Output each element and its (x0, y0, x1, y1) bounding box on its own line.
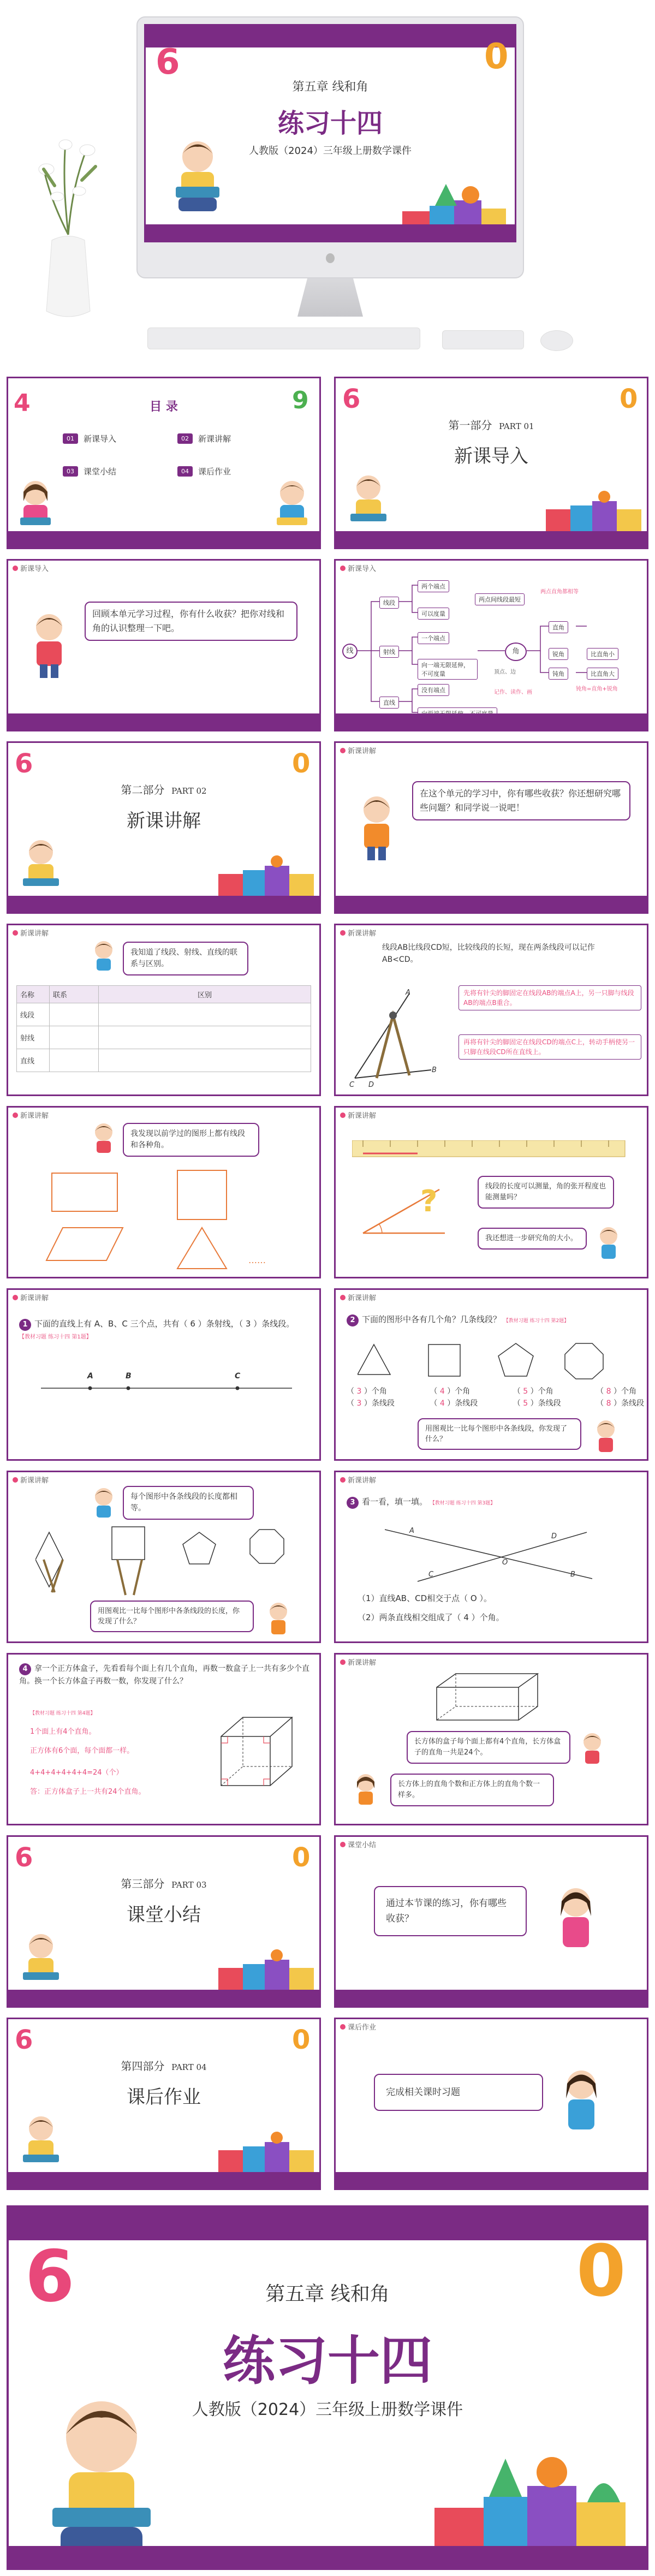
homework-bubble: 完成相关课时习题 (374, 2074, 543, 2111)
ex4-badge: 4 (19, 1663, 31, 1675)
bullet-icon (13, 1113, 18, 1118)
measure-bubble-1: 线段的长度可以测量，角的张开程度也能测量吗？ (478, 1176, 614, 1209)
slide-part-03 (7, 1835, 321, 2008)
cover-chapter: 第五章 线和角 (292, 80, 368, 94)
ex2b-bubble-2: 用图观比一比每个图形中各条线段的长度，你发现了什么？ (90, 1601, 254, 1632)
mm-straight-line: 直线 (379, 697, 399, 709)
mm-seg-a: 两个端点 (418, 580, 449, 592)
ex4-question (19, 1663, 314, 1687)
slide-bottom-band (336, 531, 647, 548)
ex2-answer-3: （ 5 ）个角 （ 5 ）条线段 (513, 1387, 561, 1408)
reading-kid (16, 2112, 66, 2174)
slide-part-04 (7, 2018, 321, 2190)
reading-kid-large (31, 2388, 172, 2565)
nine-deco: 9 (292, 386, 309, 414)
breadcrumb: 新课讲解 (340, 1474, 376, 1485)
compass-label-b: B (432, 1066, 437, 1074)
shapes-bubble: 我发现以前学过的图形上都有线段和各种角。 (123, 1123, 259, 1157)
reading-kid (16, 836, 66, 898)
kid-pointing (352, 792, 401, 865)
slide-summary (334, 1835, 648, 2008)
ex2-question (347, 1313, 641, 1328)
ex3-label-c: C (428, 1570, 434, 1579)
ex2-badge: 2 (347, 1314, 359, 1326)
slide-bottom-band (8, 1990, 319, 2006)
slide-shapes (7, 1106, 321, 1278)
ex2-answer-1: （ 3 ）个角 （ 3 ）条线段 (347, 1387, 395, 1408)
ex2-text: 下面的图形中各有几个角？几条线段？ (362, 1314, 502, 1324)
zero-deco: 0 (292, 2025, 311, 2055)
monitor (136, 16, 524, 278)
slide-intro-review (7, 559, 321, 731)
toc-label-4: 课后作业 (198, 467, 231, 477)
mm-angle-parts: 顶点、边 (494, 669, 516, 675)
breadcrumb: 课后作业 (340, 2021, 376, 2032)
ex1-label-b: B (126, 1372, 132, 1381)
six-deco: 6 (342, 384, 361, 414)
reading-boy-right (270, 477, 314, 536)
six-deco-large: 6 (25, 2235, 75, 2318)
breadcrumb: 新课讲解 (340, 1657, 376, 1667)
box-bubble-2: 长方体上的直角个数和正方体上的直角个数一样多。 (390, 1774, 554, 1806)
toc-item-2[interactable] (177, 433, 231, 444)
ex4-a4: 答：正方体盒子上一共有24个直角。 (30, 1788, 146, 1796)
slide-ex1 (7, 1288, 321, 1461)
compass-label-a: A (406, 989, 410, 997)
compass-text: 线段AB比线段CD短，比较线段的长短，现在两条线段可以记作AB<CD。 (382, 943, 595, 964)
teacher-girl (549, 1883, 603, 1956)
toy-blocks (216, 2131, 319, 2177)
zero-deco: 0 (620, 384, 638, 414)
teacher-girl (554, 2066, 609, 2139)
mockup-area (0, 0, 655, 371)
part-title: 新课导入 (454, 445, 528, 467)
breadcrumb: 新课讲解 (13, 1292, 49, 1302)
toc-num-1: 01 (63, 433, 78, 444)
compass-label-c: C (349, 1081, 355, 1089)
slide-lesson-intro (334, 741, 648, 914)
toc-label-2: 新课讲解 (198, 434, 231, 444)
flower-vase (33, 126, 104, 322)
row-ray: 射线 (17, 1026, 50, 1049)
intro-bubble: 回顾本单元学习过程，你有什么收获？把你对线和角的认识整理一下吧。 (85, 602, 297, 641)
part-title: 新课讲解 (127, 810, 201, 832)
compass-note-1: 先将有针尖的脚固定在线段AB的端点A上，另一只脚与线段AB的端点B重合。 (458, 985, 641, 1010)
ex1-label-c: C (235, 1372, 241, 1381)
part-label: 第四部分 PART 04 (121, 2060, 207, 2073)
compass-note-2: 再将有针尖的脚固定在线段CD的端点C上，转动手柄使另一只脚在线段CD所在直线上。 (458, 1034, 641, 1060)
compare-table (16, 985, 311, 1072)
cuboid-drawing (434, 1671, 543, 1726)
question-mark-icon: ? (420, 1184, 438, 1218)
mm-angle: 角 (505, 642, 527, 661)
lesson-bubble: 在这个单元的学习中，你有哪些收获？你还想研究哪些问题？和同学说一说吧！ (412, 781, 630, 820)
ex1-text: 下面的直线上有 A、B、C 三个点，共有（ 6 ）条射线，（ 3 ）条线段。 (34, 1319, 295, 1329)
part-label: 第三部分 PART 03 (121, 1877, 207, 1890)
shapes-dots: …… (248, 1255, 266, 1265)
bullet-icon (13, 566, 18, 571)
ex2-answer-2: （ 4 ）个角 （ 4 ）条线段 (430, 1387, 478, 1408)
monitor-screen (144, 24, 516, 242)
slide-part-02 (7, 741, 321, 914)
kid-icon (592, 1418, 620, 1459)
toc-item-3[interactable] (63, 466, 116, 477)
ex1-label-a: A (87, 1372, 93, 1381)
reading-kid (168, 135, 228, 219)
slide-homework (334, 2018, 648, 2190)
toc-label-1: 新课导入 (84, 434, 117, 444)
six-deco: 6 (15, 2025, 33, 2055)
bullet-icon (13, 1477, 18, 1483)
slide-bottom-band (336, 1990, 647, 2006)
ex3-q1: （1）直线AB、CD相交于点（ O ）。 (358, 1593, 492, 1603)
mouse (540, 330, 573, 351)
summary-bubble: 通过本节课的练习，你有哪些收获？ (374, 1886, 527, 1936)
ex2-answer-4: （ 8 ）个角 （ 8 ）条线段 (596, 1387, 644, 1408)
part-label: 第二部分 PART 02 (121, 783, 207, 796)
ex4-a1: 1个面上有4个直角。 (30, 1728, 96, 1736)
ex3-label-a: A (409, 1527, 414, 1535)
six-deco: 6 (15, 748, 33, 779)
slide-box (334, 1653, 648, 1825)
trackpad (442, 330, 524, 349)
mm-seg-c: 两点间线段最短 (475, 593, 525, 605)
ex1-line (41, 1372, 292, 1405)
bullet-icon (13, 1295, 18, 1300)
reading-kid (16, 1930, 66, 1992)
kid-icon (595, 1225, 622, 1265)
compass-label-d: D (368, 1081, 374, 1089)
ex2b-bubble: 每个图形中各条线段的长度都相等。 (123, 1486, 254, 1520)
bullet-icon (340, 1295, 346, 1300)
slide-mindmap (334, 559, 648, 731)
bullet-icon (340, 1113, 346, 1118)
six-deco: 6 (156, 42, 180, 82)
reading-kid (344, 471, 393, 533)
toc-title: 目 录 (150, 400, 178, 414)
th-name: 名称 (17, 986, 50, 1003)
kid-icon (579, 1731, 606, 1769)
breadcrumb: 新课讲解 (13, 927, 49, 938)
final-chapter: 第五章 线和角 (265, 2283, 390, 2305)
breadcrumb: 新课导入 (13, 563, 49, 573)
toc-num-2: 02 (177, 433, 193, 444)
ex4-text: 拿一个正方体盒子，先看看每个面上有几个直角，再数一数盒子上一共有多少个直角。换一个长方体盒子再数一数，你发现了什么？ (19, 1664, 309, 1686)
slide-ex4 (7, 1653, 321, 1825)
slide-part-01 (334, 377, 648, 549)
keyboard (147, 328, 420, 349)
final-top-band (9, 2208, 646, 2240)
toc-num-3: 03 (63, 466, 78, 477)
row-segment: 线段 (17, 1003, 50, 1026)
kid-thinking (90, 1486, 117, 1521)
mm-seg-d: 两点直角都相等 (540, 589, 579, 595)
kid-thinking (90, 939, 117, 974)
mm-angle-sum: 钝角=直角+锐角 (576, 686, 618, 692)
zero-deco: 0 (484, 37, 509, 77)
mm-line-segment: 线段 (379, 597, 399, 609)
ex3-text: 看一看，填一填。 (362, 1497, 428, 1507)
cover-title: 练习十四 (277, 108, 383, 139)
kid-icon-2 (352, 1772, 379, 1810)
slide-bottom-band (336, 713, 647, 730)
breadcrumb: 新课讲解 (13, 1474, 49, 1485)
breadcrumb: 新课讲解 (340, 1292, 376, 1302)
kid-thinking (90, 1121, 117, 1156)
ex4-a3: 4+4+4+4+4+4=24（个） (30, 1769, 123, 1777)
final-title: 练习十四 (223, 2330, 432, 2391)
bullet-icon (340, 930, 346, 936)
zero-deco: 0 (292, 1842, 311, 1873)
ex2-shapes (358, 1342, 630, 1380)
bullet-icon (340, 2024, 346, 2030)
slide-bottom-band (8, 531, 319, 548)
breadcrumb: 新课讲解 (340, 927, 376, 938)
mm-angle-acute: 锐角 (549, 648, 568, 660)
toy-blocks (216, 1949, 319, 1995)
ex3-question (347, 1495, 641, 1510)
ex2-tag: 【教材习题 练习十四 第2题】 (503, 1318, 569, 1324)
mm-angle-lt: 比直角小 (587, 648, 618, 660)
ex2-answers (347, 1385, 644, 1409)
breadcrumb: 课堂小结 (340, 1839, 376, 1849)
box-bubble-1: 长方体的盒子每个面上都有4个直角，长方体盒子的直角一共是24个。 (407, 1731, 570, 1764)
ex1-question (19, 1317, 314, 1344)
part-title: 课后作业 (127, 2086, 201, 2108)
slide-measure (334, 1106, 648, 1278)
final-subtitle: 人教版（2024）三年级上册数学课件 (192, 2400, 463, 2419)
slide-toc (7, 377, 321, 549)
mm-seg-b: 可以度量 (418, 608, 449, 620)
toy-blocks (216, 855, 319, 901)
bullet-icon (340, 1659, 346, 1665)
slide-bottom-band (8, 896, 319, 912)
ex3-badge: 3 (347, 1497, 359, 1509)
cover-subtitle: 人教版（2024）三年级上册数学课件 (249, 145, 412, 157)
row-line: 直线 (17, 1049, 50, 1072)
slide-compass (334, 924, 648, 1096)
ex3-tag: 【教材习题 练习十四 第3题】 (430, 1501, 496, 1506)
four-deco: 4 (14, 389, 31, 417)
compass-diagram (344, 983, 437, 1086)
mindmap-root: 线 (342, 644, 358, 659)
ex3-label-d: D (551, 1532, 557, 1540)
mm-angle-gt: 比直角大 (587, 668, 618, 680)
mm-angle-right: 直角 (549, 621, 568, 633)
bullet-icon (340, 1842, 346, 1847)
breadcrumb: 新课讲解 (340, 745, 376, 755)
mm-angle-obtuse: 钝角 (549, 668, 568, 680)
breadcrumb: 新课导入 (340, 563, 376, 573)
toc-num-4: 04 (177, 466, 193, 477)
ex1-badge: 1 (19, 1319, 31, 1331)
slide-compare-table (7, 924, 321, 1096)
measure-bubble-2: 我还想进一步研究角的大小。 (478, 1228, 587, 1250)
screen-bottom-band (146, 224, 515, 241)
part-label: 第一部分 PART 01 (448, 419, 534, 432)
backpack-kid (25, 610, 74, 683)
bullet-icon (340, 748, 346, 753)
ex1-tag: 【教材习题 练习十四 第1题】 (19, 1334, 92, 1340)
slide-bottom-band (336, 2172, 647, 2188)
mm-ray: 射线 (379, 646, 399, 658)
slide-ex3 (334, 1471, 648, 1643)
part-title: 课堂小结 (127, 1904, 201, 1926)
ex3-label-o: O (502, 1558, 508, 1567)
cube-drawing (216, 1715, 297, 1796)
ruler-drawing (352, 1140, 630, 1162)
slide-bottom-band (8, 713, 319, 730)
mm-line-a: 没有端点 (418, 684, 449, 696)
mm-angle-unit: 记作、读作、画 (494, 689, 532, 695)
slide-ex2 (334, 1288, 648, 1461)
compass-shapes (35, 1521, 297, 1598)
mm-ray-a: 一个端点 (418, 632, 449, 644)
bullet-icon (340, 1477, 346, 1483)
ex3-q2: （2）两条直线相交组成了（ 4 ）个角。 (358, 1613, 504, 1622)
monitor-stand (297, 278, 363, 317)
final-cover (7, 2205, 648, 2570)
breadcrumb: 新课讲解 (13, 1110, 49, 1120)
zero-deco-large: 0 (576, 2229, 626, 2312)
toc-item-4[interactable] (177, 466, 231, 477)
ex2-bubble: 用图观比一比每个图形中各条线段，你发现了什么？ (418, 1418, 581, 1450)
th-relation: 联系 (50, 986, 99, 1003)
slide-ex2-compass (7, 1471, 321, 1643)
ex3-label-b: B (570, 1570, 575, 1579)
toc-label-3: 课堂小结 (84, 467, 117, 477)
slide-bottom-band (8, 2172, 319, 2188)
breadcrumb: 新课讲解 (340, 1110, 376, 1120)
compare-bubble: 我知道了线段、射线、直线的联系与区别。 (123, 942, 248, 975)
ex4-tag: 【教材习题 练习十四 第4题】 (30, 1711, 96, 1716)
mm-ray-b: 向一端无限延伸，不可度量 (418, 659, 478, 680)
toc-item-1[interactable] (63, 433, 116, 444)
kid-icon (265, 1601, 292, 1641)
th-diff: 区别 (99, 986, 311, 1003)
final-bottom-band (9, 2546, 646, 2568)
ex4-a2: 正方体有6个面，每个面都一样。 (30, 1747, 134, 1755)
bullet-icon (13, 930, 18, 936)
slide-bottom-band (336, 896, 647, 912)
zero-deco: 0 (292, 748, 311, 779)
toy-blocks (543, 490, 647, 536)
six-deco: 6 (15, 1842, 33, 1873)
reading-girl (14, 477, 57, 536)
screen-top-band (146, 26, 515, 47)
apple-logo-icon (326, 253, 335, 263)
